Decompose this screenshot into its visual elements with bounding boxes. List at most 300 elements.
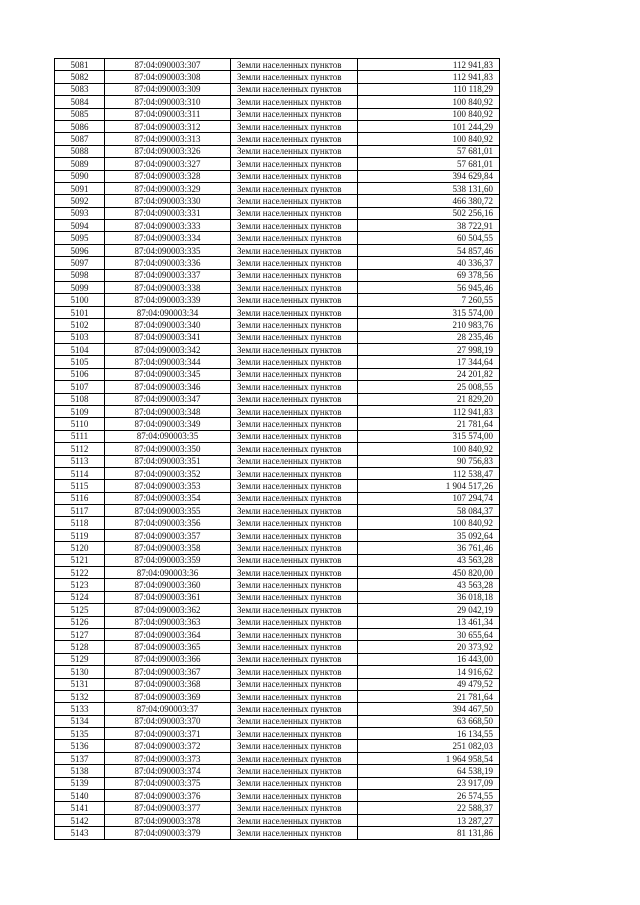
value-cell: 58 084,37 xyxy=(358,505,500,517)
table-row xyxy=(55,96,500,108)
land-category-cell: Земли населенных пунктов xyxy=(231,133,358,145)
row-number-cell: 5125 xyxy=(55,604,105,616)
cadastral-number-cell: 87:04:090003:309 xyxy=(105,83,231,95)
cadastral-number-cell: 87:04:090003:376 xyxy=(105,790,231,802)
cadastral-number-cell: 87:04:090003:372 xyxy=(105,740,231,752)
value-cell: 315 574,00 xyxy=(358,430,500,442)
row-number-cell: 5133 xyxy=(55,703,105,715)
value-cell: 13 287,27 xyxy=(358,814,500,826)
land-category-cell: Земли населенных пунктов xyxy=(231,158,358,170)
value-cell: 21 781,64 xyxy=(358,418,500,430)
land-category-cell: Земли населенных пунктов xyxy=(231,244,358,256)
table-row xyxy=(55,740,500,752)
value-cell: 35 092,64 xyxy=(358,529,500,541)
table-row xyxy=(55,158,500,170)
row-number-cell: 5100 xyxy=(55,294,105,306)
table-row xyxy=(55,244,500,256)
row-number-cell: 5141 xyxy=(55,802,105,814)
row-number-cell: 5115 xyxy=(55,480,105,492)
row-number-cell: 5084 xyxy=(55,96,105,108)
table-row xyxy=(55,827,500,839)
value-cell: 14 916,62 xyxy=(358,666,500,678)
land-category-cell: Земли населенных пунктов xyxy=(231,418,358,430)
land-category-cell: Земли населенных пунктов xyxy=(231,567,358,579)
land-category-cell: Земли населенных пунктов xyxy=(231,827,358,839)
row-number-cell: 5113 xyxy=(55,455,105,467)
cadastral-number-cell: 87:04:090003:379 xyxy=(105,827,231,839)
land-category-cell: Земли населенных пунктов xyxy=(231,182,358,194)
table-row xyxy=(55,814,500,826)
cadastral-number-cell: 87:04:090003:341 xyxy=(105,331,231,343)
value-cell: 110 118,29 xyxy=(358,83,500,95)
land-category-cell: Земли населенных пунктов xyxy=(231,752,358,764)
value-cell: 112 941,83 xyxy=(358,71,500,83)
land-category-cell: Земли населенных пунктов xyxy=(231,59,358,71)
value-cell: 100 840,92 xyxy=(358,443,500,455)
row-number-cell: 5130 xyxy=(55,666,105,678)
value-cell: 27 998,19 xyxy=(358,343,500,355)
land-category-cell: Земли населенных пунктов xyxy=(231,368,358,380)
table-row xyxy=(55,232,500,244)
value-cell: 20 373,92 xyxy=(358,641,500,653)
row-number-cell: 5112 xyxy=(55,443,105,455)
table-row xyxy=(55,641,500,653)
value-cell: 54 857,46 xyxy=(358,244,500,256)
cadastral-number-cell: 87:04:090003:345 xyxy=(105,368,231,380)
cadastral-number-cell: 87:04:090003:364 xyxy=(105,628,231,640)
value-cell: 38 722,91 xyxy=(358,220,500,232)
row-number-cell: 5126 xyxy=(55,616,105,628)
row-number-cell: 5085 xyxy=(55,108,105,120)
table-row xyxy=(55,802,500,814)
table-row xyxy=(55,666,500,678)
value-cell: 56 945,46 xyxy=(358,282,500,294)
land-category-cell: Земли населенных пунктов xyxy=(231,83,358,95)
cadastral-number-cell: 87:04:090003:366 xyxy=(105,653,231,665)
land-parcels-table xyxy=(54,58,500,840)
cadastral-number-cell: 87:04:090003:37 xyxy=(105,703,231,715)
row-number-cell: 5120 xyxy=(55,542,105,554)
land-category-cell: Земли населенных пунктов xyxy=(231,814,358,826)
row-number-cell: 5095 xyxy=(55,232,105,244)
value-cell: 23 917,09 xyxy=(358,777,500,789)
row-number-cell: 5099 xyxy=(55,282,105,294)
table-row xyxy=(55,703,500,715)
cadastral-number-cell: 87:04:090003:348 xyxy=(105,405,231,417)
cadastral-number-cell: 87:04:090003:328 xyxy=(105,170,231,182)
table-row xyxy=(55,120,500,132)
cadastral-number-cell: 87:04:090003:307 xyxy=(105,59,231,71)
value-cell: 112 941,83 xyxy=(358,405,500,417)
land-category-cell: Земли населенных пунктов xyxy=(231,220,358,232)
land-category-cell: Земли населенных пунктов xyxy=(231,480,358,492)
value-cell: 16 443,00 xyxy=(358,653,500,665)
value-cell: 49 479,52 xyxy=(358,678,500,690)
cadastral-number-cell: 87:04:090003:340 xyxy=(105,319,231,331)
cadastral-number-cell: 87:04:090003:308 xyxy=(105,71,231,83)
land-category-cell: Земли населенных пунктов xyxy=(231,71,358,83)
row-number-cell: 5088 xyxy=(55,145,105,157)
land-category-cell: Земли населенных пунктов xyxy=(231,356,358,368)
value-cell: 81 131,86 xyxy=(358,827,500,839)
cadastral-number-cell: 87:04:090003:360 xyxy=(105,579,231,591)
value-cell: 30 655,64 xyxy=(358,628,500,640)
land-category-cell: Земли населенных пунктов xyxy=(231,257,358,269)
value-cell: 107 294,74 xyxy=(358,492,500,504)
value-cell: 63 668,50 xyxy=(358,715,500,727)
value-cell: 36 761,46 xyxy=(358,542,500,554)
table-row xyxy=(55,604,500,616)
table-row xyxy=(55,567,500,579)
table-row xyxy=(55,616,500,628)
table-row xyxy=(55,492,500,504)
land-category-cell: Земли населенных пунктов xyxy=(231,455,358,467)
row-number-cell: 5123 xyxy=(55,579,105,591)
table-row xyxy=(55,430,500,442)
table-row xyxy=(55,356,500,368)
land-category-cell: Земли населенных пунктов xyxy=(231,443,358,455)
cadastral-number-cell: 87:04:090003:347 xyxy=(105,393,231,405)
table-row xyxy=(55,628,500,640)
row-number-cell: 5107 xyxy=(55,381,105,393)
row-number-cell: 5103 xyxy=(55,331,105,343)
row-number-cell: 5117 xyxy=(55,505,105,517)
value-cell: 22 588,37 xyxy=(358,802,500,814)
row-number-cell: 5142 xyxy=(55,814,105,826)
cadastral-number-cell: 87:04:090003:344 xyxy=(105,356,231,368)
land-category-cell: Земли населенных пунктов xyxy=(231,777,358,789)
land-category-cell: Земли населенных пунктов xyxy=(231,579,358,591)
cadastral-number-cell: 87:04:090003:368 xyxy=(105,678,231,690)
row-number-cell: 5106 xyxy=(55,368,105,380)
table-row xyxy=(55,269,500,281)
cadastral-number-cell: 87:04:090003:335 xyxy=(105,244,231,256)
row-number-cell: 5105 xyxy=(55,356,105,368)
table-row xyxy=(55,108,500,120)
table-row xyxy=(55,319,500,331)
table-row xyxy=(55,579,500,591)
table-row xyxy=(55,145,500,157)
value-cell: 100 840,92 xyxy=(358,133,500,145)
land-category-cell: Земли населенных пунктов xyxy=(231,331,358,343)
cadastral-number-cell: 87:04:090003:36 xyxy=(105,567,231,579)
value-cell: 394 467,50 xyxy=(358,703,500,715)
cadastral-number-cell: 87:04:090003:353 xyxy=(105,480,231,492)
row-number-cell: 5110 xyxy=(55,418,105,430)
table-row xyxy=(55,182,500,194)
row-number-cell: 5082 xyxy=(55,71,105,83)
land-category-cell: Земли населенных пунктов xyxy=(231,715,358,727)
cadastral-number-cell: 87:04:090003:378 xyxy=(105,814,231,826)
land-category-cell: Земли населенных пунктов xyxy=(231,690,358,702)
table-row xyxy=(55,529,500,541)
land-category-cell: Земли населенных пунктов xyxy=(231,542,358,554)
table-row xyxy=(55,542,500,554)
cadastral-number-cell: 87:04:090003:358 xyxy=(105,542,231,554)
cadastral-number-cell: 87:04:090003:355 xyxy=(105,505,231,517)
cadastral-number-cell: 87:04:090003:337 xyxy=(105,269,231,281)
table-row xyxy=(55,517,500,529)
row-number-cell: 5086 xyxy=(55,120,105,132)
value-cell: 210 983,76 xyxy=(358,319,500,331)
value-cell: 43 563,28 xyxy=(358,554,500,566)
table-row xyxy=(55,591,500,603)
table-row xyxy=(55,480,500,492)
cadastral-number-cell: 87:04:090003:350 xyxy=(105,443,231,455)
value-cell: 24 201,82 xyxy=(358,368,500,380)
row-number-cell: 5081 xyxy=(55,59,105,71)
row-number-cell: 5119 xyxy=(55,529,105,541)
value-cell: 1 964 958,54 xyxy=(358,752,500,764)
land-category-cell: Земли населенных пунктов xyxy=(231,554,358,566)
value-cell: 101 244,29 xyxy=(358,120,500,132)
cadastral-number-cell: 87:04:090003:352 xyxy=(105,467,231,479)
row-number-cell: 5092 xyxy=(55,195,105,207)
value-cell: 538 131,60 xyxy=(358,182,500,194)
row-number-cell: 5143 xyxy=(55,827,105,839)
cadastral-number-cell: 87:04:090003:371 xyxy=(105,728,231,740)
row-number-cell: 5136 xyxy=(55,740,105,752)
land-category-cell: Земли населенных пунктов xyxy=(231,170,358,182)
cadastral-number-cell: 87:04:090003:338 xyxy=(105,282,231,294)
land-category-cell: Земли населенных пунктов xyxy=(231,505,358,517)
cadastral-number-cell: 87:04:090003:333 xyxy=(105,220,231,232)
land-category-cell: Земли населенных пунктов xyxy=(231,381,358,393)
row-number-cell: 5134 xyxy=(55,715,105,727)
land-category-cell: Земли населенных пунктов xyxy=(231,604,358,616)
table-row xyxy=(55,195,500,207)
value-cell: 1 904 517,26 xyxy=(358,480,500,492)
cadastral-number-cell: 87:04:090003:334 xyxy=(105,232,231,244)
table-body xyxy=(55,59,500,840)
table-row xyxy=(55,728,500,740)
land-category-cell: Земли населенных пунктов xyxy=(231,492,358,504)
cadastral-number-cell: 87:04:090003:331 xyxy=(105,207,231,219)
land-category-cell: Земли населенных пунктов xyxy=(231,232,358,244)
table-row xyxy=(55,220,500,232)
document-page xyxy=(54,58,500,840)
value-cell: 112 941,83 xyxy=(358,59,500,71)
value-cell: 502 256,16 xyxy=(358,207,500,219)
row-number-cell: 5118 xyxy=(55,517,105,529)
cadastral-number-cell: 87:04:090003:326 xyxy=(105,145,231,157)
value-cell: 13 461,34 xyxy=(358,616,500,628)
row-number-cell: 5132 xyxy=(55,690,105,702)
row-number-cell: 5098 xyxy=(55,269,105,281)
table-row xyxy=(55,59,500,71)
row-number-cell: 5124 xyxy=(55,591,105,603)
value-cell: 64 538,19 xyxy=(358,765,500,777)
table-row xyxy=(55,418,500,430)
table-row xyxy=(55,133,500,145)
row-number-cell: 5108 xyxy=(55,393,105,405)
cadastral-number-cell: 87:04:090003:310 xyxy=(105,96,231,108)
value-cell: 40 336,37 xyxy=(358,257,500,269)
land-category-cell: Земли населенных пунктов xyxy=(231,591,358,603)
land-category-cell: Земли населенных пунктов xyxy=(231,294,358,306)
cadastral-number-cell: 87:04:090003:365 xyxy=(105,641,231,653)
row-number-cell: 5138 xyxy=(55,765,105,777)
cadastral-number-cell: 87:04:090003:336 xyxy=(105,257,231,269)
value-cell: 43 563,28 xyxy=(358,579,500,591)
row-number-cell: 5129 xyxy=(55,653,105,665)
row-number-cell: 5139 xyxy=(55,777,105,789)
land-category-cell: Земли населенных пунктов xyxy=(231,703,358,715)
value-cell: 29 042,19 xyxy=(358,604,500,616)
row-number-cell: 5111 xyxy=(55,430,105,442)
value-cell: 16 134,55 xyxy=(358,728,500,740)
value-cell: 7 260,55 xyxy=(358,294,500,306)
land-category-cell: Земли населенных пунктов xyxy=(231,666,358,678)
table-row xyxy=(55,393,500,405)
value-cell: 100 840,92 xyxy=(358,517,500,529)
land-category-cell: Земли населенных пунктов xyxy=(231,467,358,479)
table-row xyxy=(55,765,500,777)
table-row xyxy=(55,752,500,764)
land-category-cell: Земли населенных пунктов xyxy=(231,207,358,219)
cadastral-number-cell: 87:04:090003:339 xyxy=(105,294,231,306)
value-cell: 90 756,83 xyxy=(358,455,500,467)
land-category-cell: Земли населенных пунктов xyxy=(231,628,358,640)
table-row xyxy=(55,207,500,219)
value-cell: 69 378,56 xyxy=(358,269,500,281)
table-row xyxy=(55,368,500,380)
cadastral-number-cell: 87:04:090003:377 xyxy=(105,802,231,814)
cadastral-number-cell: 87:04:090003:354 xyxy=(105,492,231,504)
table-row xyxy=(55,505,500,517)
table-row xyxy=(55,678,500,690)
cadastral-number-cell: 87:04:090003:370 xyxy=(105,715,231,727)
cadastral-number-cell: 87:04:090003:374 xyxy=(105,765,231,777)
cadastral-number-cell: 87:04:090003:311 xyxy=(105,108,231,120)
cadastral-number-cell: 87:04:090003:329 xyxy=(105,182,231,194)
value-cell: 60 504,55 xyxy=(358,232,500,244)
table-row xyxy=(55,790,500,802)
cadastral-number-cell: 87:04:090003:346 xyxy=(105,381,231,393)
table-row xyxy=(55,331,500,343)
row-number-cell: 5094 xyxy=(55,220,105,232)
land-category-cell: Земли населенных пунктов xyxy=(231,678,358,690)
value-cell: 112 538,47 xyxy=(358,467,500,479)
row-number-cell: 5101 xyxy=(55,306,105,318)
land-category-cell: Земли населенных пунктов xyxy=(231,728,358,740)
row-number-cell: 5102 xyxy=(55,319,105,331)
value-cell: 251 082,03 xyxy=(358,740,500,752)
cadastral-number-cell: 87:04:090003:375 xyxy=(105,777,231,789)
cadastral-number-cell: 87:04:090003:342 xyxy=(105,343,231,355)
land-category-cell: Земли населенных пунктов xyxy=(231,108,358,120)
land-category-cell: Земли населенных пунктов xyxy=(231,96,358,108)
land-category-cell: Земли населенных пунктов xyxy=(231,306,358,318)
cadastral-number-cell: 87:04:090003:312 xyxy=(105,120,231,132)
cadastral-number-cell: 87:04:090003:362 xyxy=(105,604,231,616)
table-row xyxy=(55,467,500,479)
cadastral-number-cell: 87:04:090003:356 xyxy=(105,517,231,529)
cadastral-number-cell: 87:04:090003:373 xyxy=(105,752,231,764)
cadastral-number-cell: 87:04:090003:361 xyxy=(105,591,231,603)
table-row xyxy=(55,443,500,455)
value-cell: 57 681,01 xyxy=(358,145,500,157)
cadastral-number-cell: 87:04:090003:330 xyxy=(105,195,231,207)
value-cell: 315 574,00 xyxy=(358,306,500,318)
cadastral-number-cell: 87:04:090003:357 xyxy=(105,529,231,541)
land-category-cell: Земли населенных пунктов xyxy=(231,529,358,541)
cadastral-number-cell: 87:04:090003:367 xyxy=(105,666,231,678)
row-number-cell: 5097 xyxy=(55,257,105,269)
land-category-cell: Земли населенных пунктов xyxy=(231,145,358,157)
land-category-cell: Земли населенных пунктов xyxy=(231,790,358,802)
table-row xyxy=(55,381,500,393)
table-row xyxy=(55,405,500,417)
table-row xyxy=(55,715,500,727)
row-number-cell: 5093 xyxy=(55,207,105,219)
land-category-cell: Земли населенных пунктов xyxy=(231,405,358,417)
row-number-cell: 5087 xyxy=(55,133,105,145)
row-number-cell: 5135 xyxy=(55,728,105,740)
cadastral-number-cell: 87:04:090003:327 xyxy=(105,158,231,170)
table-row xyxy=(55,71,500,83)
row-number-cell: 5096 xyxy=(55,244,105,256)
land-category-cell: Земли населенных пунктов xyxy=(231,393,358,405)
land-category-cell: Земли населенных пунктов xyxy=(231,765,358,777)
table-row xyxy=(55,282,500,294)
cadastral-number-cell: 87:04:090003:35 xyxy=(105,430,231,442)
cadastral-number-cell: 87:04:090003:351 xyxy=(105,455,231,467)
row-number-cell: 5128 xyxy=(55,641,105,653)
table-row xyxy=(55,343,500,355)
table-row xyxy=(55,170,500,182)
cadastral-number-cell: 87:04:090003:363 xyxy=(105,616,231,628)
land-category-cell: Земли населенных пунктов xyxy=(231,430,358,442)
value-cell: 450 820,00 xyxy=(358,567,500,579)
land-category-cell: Земли населенных пунктов xyxy=(231,282,358,294)
row-number-cell: 5122 xyxy=(55,567,105,579)
land-category-cell: Земли населенных пунктов xyxy=(231,653,358,665)
cadastral-number-cell: 87:04:090003:34 xyxy=(105,306,231,318)
row-number-cell: 5090 xyxy=(55,170,105,182)
row-number-cell: 5104 xyxy=(55,343,105,355)
value-cell: 36 018,18 xyxy=(358,591,500,603)
row-number-cell: 5116 xyxy=(55,492,105,504)
value-cell: 100 840,92 xyxy=(358,96,500,108)
value-cell: 394 629,84 xyxy=(358,170,500,182)
row-number-cell: 5109 xyxy=(55,405,105,417)
land-category-cell: Земли населенных пунктов xyxy=(231,269,358,281)
cadastral-number-cell: 87:04:090003:313 xyxy=(105,133,231,145)
row-number-cell: 5091 xyxy=(55,182,105,194)
row-number-cell: 5083 xyxy=(55,83,105,95)
land-category-cell: Земли населенных пунктов xyxy=(231,343,358,355)
land-category-cell: Земли населенных пунктов xyxy=(231,517,358,529)
value-cell: 28 235,46 xyxy=(358,331,500,343)
value-cell: 21 781,64 xyxy=(358,690,500,702)
land-category-cell: Земли населенных пунктов xyxy=(231,319,358,331)
land-category-cell: Земли населенных пунктов xyxy=(231,195,358,207)
table-row xyxy=(55,294,500,306)
land-category-cell: Земли населенных пунктов xyxy=(231,120,358,132)
value-cell: 26 574,55 xyxy=(358,790,500,802)
land-category-cell: Земли населенных пунктов xyxy=(231,740,358,752)
row-number-cell: 5137 xyxy=(55,752,105,764)
row-number-cell: 5140 xyxy=(55,790,105,802)
cadastral-number-cell: 87:04:090003:349 xyxy=(105,418,231,430)
value-cell: 466 380,72 xyxy=(358,195,500,207)
value-cell: 57 681,01 xyxy=(358,158,500,170)
row-number-cell: 5131 xyxy=(55,678,105,690)
row-number-cell: 5121 xyxy=(55,554,105,566)
land-category-cell: Земли населенных пунктов xyxy=(231,641,358,653)
table-row xyxy=(55,777,500,789)
